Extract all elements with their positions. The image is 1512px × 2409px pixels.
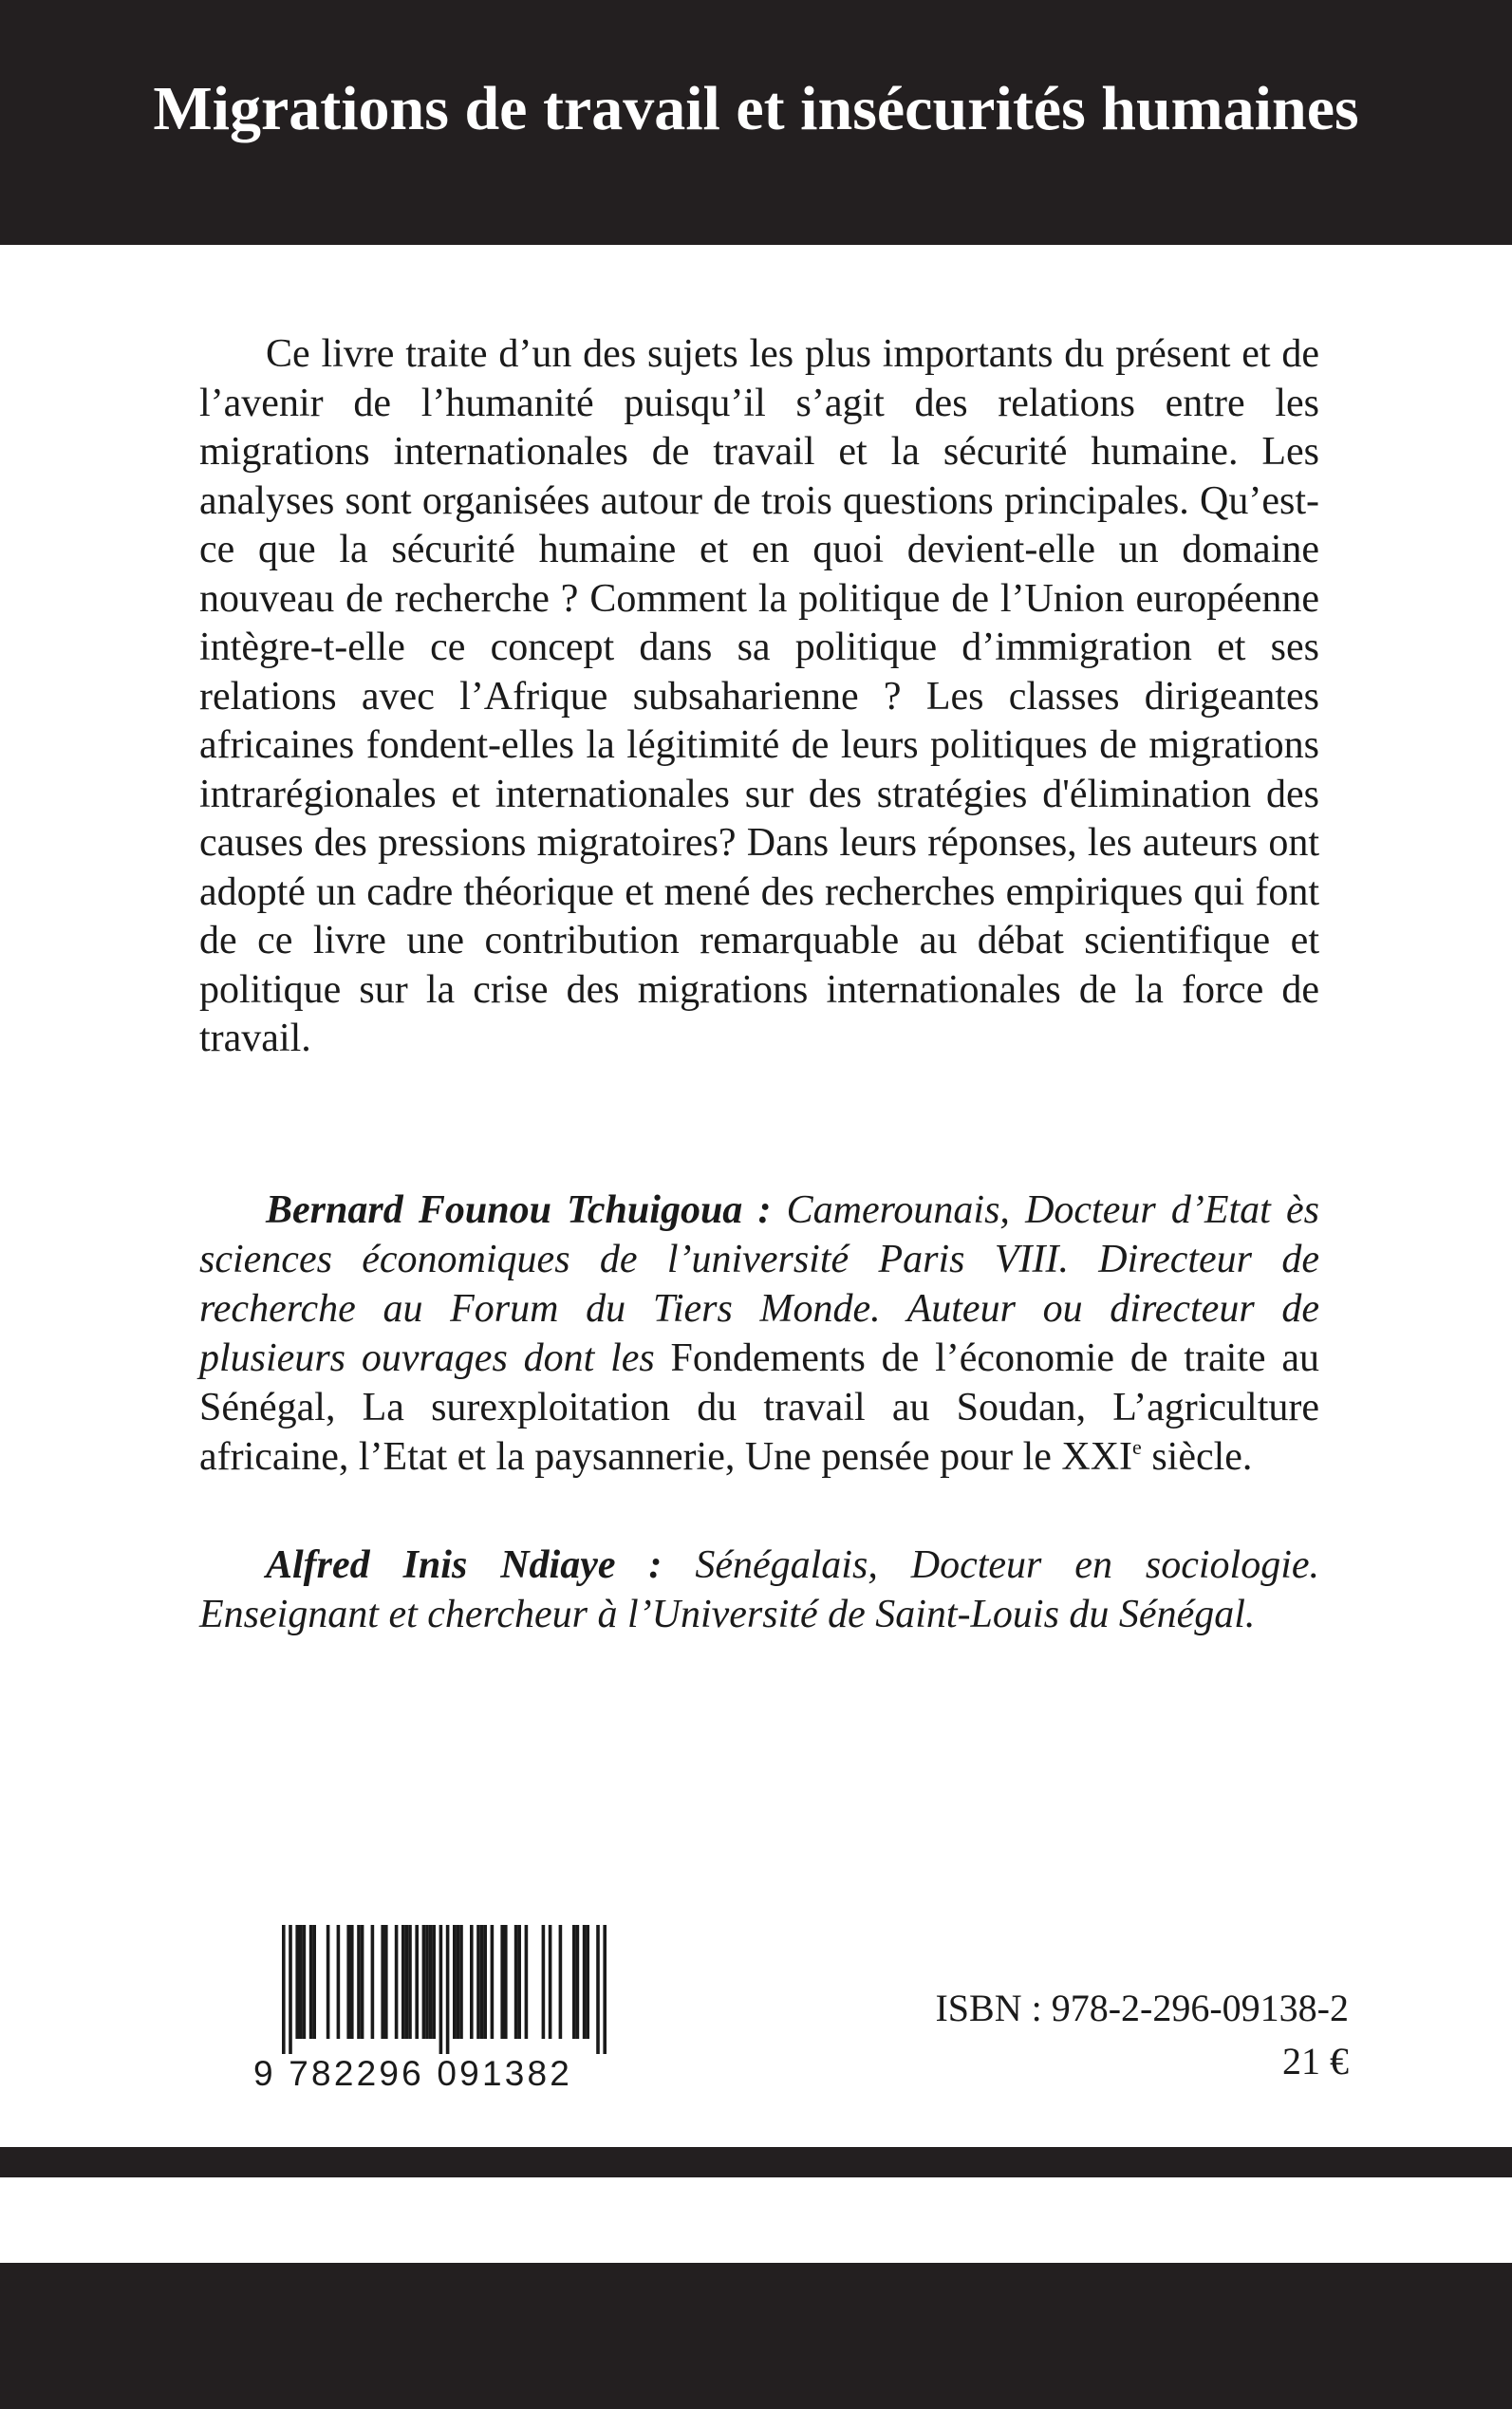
barcode-bar xyxy=(453,1925,457,2039)
barcode-bar xyxy=(542,1925,546,2039)
barcode-bar xyxy=(429,1925,433,2039)
barcode-bar xyxy=(357,1925,361,2039)
isbn-number: ISBN : 978-2-296-09138-2 xyxy=(935,1987,1349,2029)
author-works-end: siècle. xyxy=(1151,1435,1253,1479)
book-title: Migrations de travail et insécurités humaines xyxy=(153,74,1359,143)
barcode-bar xyxy=(514,1925,518,2039)
barcode-bar xyxy=(337,1925,341,2039)
barcode-bar xyxy=(346,1925,350,2039)
barcode-bar xyxy=(586,1925,589,2039)
barcode-bar xyxy=(295,1925,299,2039)
barcode-bar xyxy=(327,1925,330,2039)
barcode-bar xyxy=(350,1925,354,2039)
ean13-barcode-icon xyxy=(253,1925,624,2058)
barcode-bar xyxy=(312,1925,316,2039)
barcode-bar xyxy=(576,1925,580,2039)
barcode-bar xyxy=(405,1925,409,2039)
header-band xyxy=(0,0,1512,245)
barcode-bar xyxy=(483,1925,487,2039)
barcode-bar xyxy=(525,1925,529,2039)
barcode-bar xyxy=(432,1925,436,2039)
barcode-bar xyxy=(299,1925,303,2039)
barcode-bar xyxy=(491,1925,495,2039)
barcode-bar xyxy=(425,1925,429,2039)
barcode xyxy=(253,1925,624,2093)
barcode-bar xyxy=(517,1925,521,2039)
barcode-bar xyxy=(408,1925,412,2039)
bottom-band xyxy=(0,2263,1512,2409)
author-bio-1 xyxy=(199,1186,1319,1482)
barcode-bar xyxy=(549,1925,552,2039)
author-works: Fondements de l’économie de traite au Sénégal, La surexploitation du travail au Soudan, L’agriculture africaine, l’Etat et la paysannerie, Une pensée pour le XXI xyxy=(199,1336,1320,1479)
author-bio-2 xyxy=(199,1541,1319,1639)
barcode-bar xyxy=(415,1925,419,2039)
author-bio-text: Camerounais, Docteur d’Etat ès sciences économiques de l’université Paris VIII. Directeur de recherche au Forum du Tiers Monde. Auteur ou directeur de plusieurs ouvrages dont les xyxy=(199,1188,1319,1380)
barcode-bar xyxy=(480,1925,484,2039)
barcode-bar xyxy=(361,1925,364,2039)
barcode-bar xyxy=(422,1925,426,2039)
barcode-bar xyxy=(309,1925,313,2039)
barcode-bar xyxy=(371,1925,375,2039)
barcode-bar xyxy=(401,1925,405,2039)
barcode-bar xyxy=(559,1925,563,2039)
century-superscript: e xyxy=(1132,1435,1142,1459)
barcode-bar xyxy=(596,1925,600,2054)
barcode-bar xyxy=(439,1925,443,2054)
barcode-bar xyxy=(583,1925,587,2039)
barcode-bar xyxy=(303,1925,307,2039)
author-bio-text: Sénégalais, Docteur en sociologie. Enseignant et chercheur à l’Université de Saint-Louis du Sénégal. xyxy=(199,1543,1320,1636)
barcode-bar xyxy=(500,1925,504,2039)
barcode-bar xyxy=(459,1925,463,2039)
barcode-bar xyxy=(603,1925,607,2054)
book-summary: Ce livre traite d’un des sujets les plus importants du présent et de l’avenir de l’humanité puisqu’il s’agit des relations entre les migrations internationales de travail et la sécurité humaine. Les analyses sont organisées autour de trois questions principales. Qu’est-ce que la sécurité humaine et en quoi devient-elle un domaine nouveau de recherche ? Comment la politique de l’Union européenne intègre-t-elle ce concept dans sa politique d’immigration et ses relations avec l’Afrique subsaharienne ? Les classes dirigeantes africaines fondent-elles la légitimité de leurs politiques de migrations intrarégionales et internationales sur des stratégies d'élimination des causes des pressions migratoires? Dans leurs réponses, les auteurs ont adopté un cadre théorique et mené des recherches empiriques qui font de ce livre une contribution remarquable au débat scientifique et politique sur la crise des migrations internationales de la force de travail. xyxy=(199,332,1319,1060)
price: 21 € xyxy=(1282,2040,1349,2082)
author-name: Bernard Founou Tchuigoua : xyxy=(266,1188,772,1232)
barcode-bar xyxy=(446,1925,450,2054)
barcode-digits: 9 782296 091382 xyxy=(253,2054,573,2093)
barcode-bar xyxy=(504,1925,508,2039)
barcode-bar xyxy=(384,1925,388,2039)
author-name: Alfred Inis Ndiaye : xyxy=(266,1543,663,1587)
bottom-stripe xyxy=(0,2147,1512,2177)
barcode-bar xyxy=(457,1925,460,2039)
barcode-bar xyxy=(282,1925,286,2054)
barcode-bar xyxy=(289,1925,292,2054)
barcode-bar xyxy=(470,1925,474,2039)
barcode-bar xyxy=(395,1925,399,2039)
barcode-bar xyxy=(476,1925,480,2039)
barcode-bar xyxy=(381,1925,384,2039)
barcode-bar xyxy=(572,1925,576,2039)
